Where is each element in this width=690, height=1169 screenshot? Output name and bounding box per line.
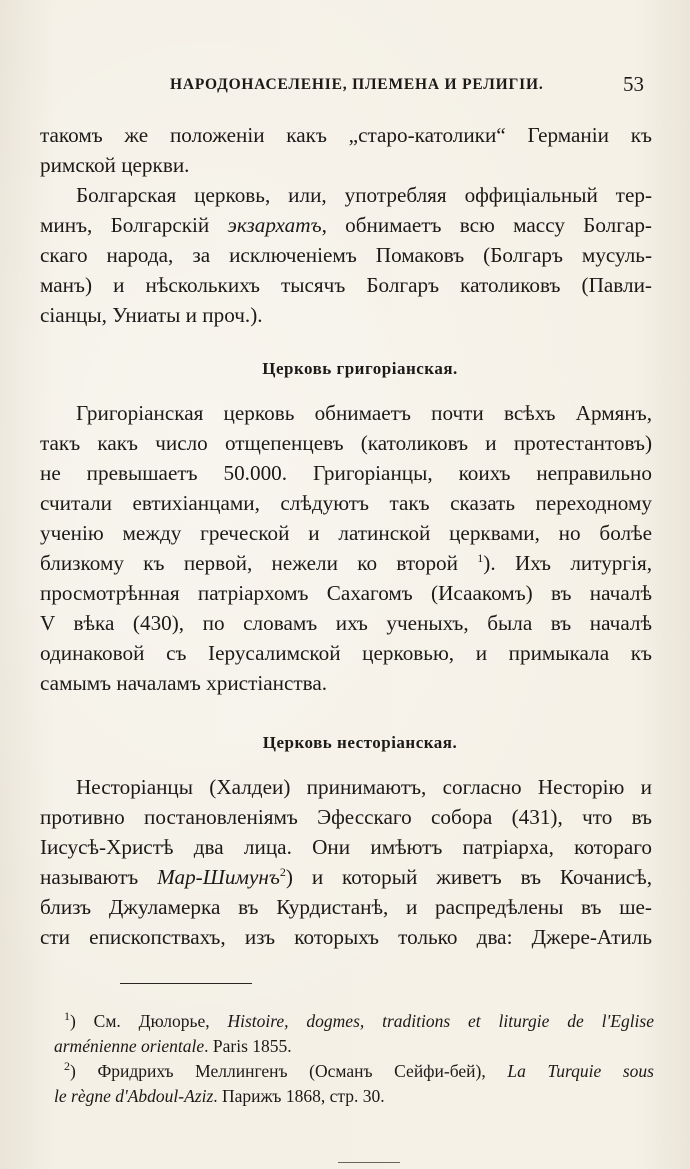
text-line: Григоріанская церковь обнимаетъ почти всѣхъ Армянъ, [76, 401, 652, 425]
text-line: просмотрѣнная патріархомъ Сахагомъ (Исаакомъ) въ началѣ [40, 581, 652, 605]
text-line: такъ какъ число отщепенцевъ (католиковъ и протестантовъ) [40, 431, 652, 455]
paragraph-nestorian-church [40, 772, 652, 952]
footnotes [54, 1009, 654, 1109]
text-line: скаго народа, за исключеніемъ Помаковъ (Болгаръ мусуль- [40, 243, 652, 267]
footnote-2: $^2$) Фридрихъ Меллингенъ (Османъ Сейфи-бей), La Turquie sous [64, 1059, 654, 1081]
paragraph-gregorian-church [40, 398, 652, 698]
section-heading-nestorian: Церковь несторіанская. [262, 733, 458, 752]
text-line: близъ Джуламерка въ Курдистанѣ, и распредѣлены въ ше- [40, 895, 652, 919]
text-line: сіанцы, Униаты и проч.). [40, 303, 263, 327]
footnote-ref-2: 2 [279, 864, 286, 879]
text-line: манъ) и нѣсколькихъ тысячъ Болгаръ католиковъ (Павли- [40, 273, 652, 297]
footnote-2-cont: le règne d'Abdoul-Aziz. Парижъ 1868, стр. 30. [54, 1086, 385, 1106]
text-line: ученію между греческой и латинской церквами, но болѣе [40, 521, 652, 545]
text-line: называютъ Мар-Шимунъ$^2$) и который живетъ въ Кочанисѣ, [40, 864, 652, 889]
bottom-edge-mark [338, 1162, 400, 1163]
text-line: Іисусѣ-Христѣ два лица. Они имѣютъ патріарха, котораго [40, 835, 652, 859]
running-title: НАРОДОНАСЕЛЕНІЕ, ПЛЕМЕНА И РЕЛИГІИ. [170, 76, 544, 93]
text-line: сти епископствахъ, изъ которыхъ только два: Джере-Атиль [40, 925, 652, 949]
text-line: такомъ же положеніи какъ „старо-католики“ Германіи къ [40, 123, 652, 147]
page-number: 53 [623, 72, 644, 96]
page-header [30, 72, 662, 100]
italic-term-exarchate: экзархатъ [227, 213, 322, 237]
footnote-separator [120, 983, 252, 984]
text-line: противно постановленіямъ Эфесскаго собора (431), что въ [40, 805, 652, 829]
italic-term-mar-shimun: Мар-Шимунъ [157, 865, 280, 889]
paragraph-bulgarian-church [40, 180, 652, 330]
section-heading-gregorian: Церковь григоріанская. [262, 359, 458, 378]
text-line: Несторіанцы (Халдеи) принимаютъ, согласно Несторію и [76, 775, 652, 799]
text-line: Болгарская церковь, или, употребляя оффиціальный тер- [76, 183, 652, 207]
footnote-1-cont: arménienne orientale. Paris 1855. [54, 1036, 292, 1056]
text-line: одинаковой съ Іерусалимской церковью, и примыкала къ [40, 641, 652, 665]
text-line: минъ, Болгарскій экзархатъ, обнимаетъ всю массу Болгар- [40, 213, 652, 237]
footnote-1: $^1$) См. Дюлорье, Histoire, dogmes, traditions et liturgie de l'Eglise [64, 1009, 654, 1031]
text-line: близкому къ первой, нежели ко второй $^1$). Ихъ литургія, [40, 550, 653, 575]
text-line: самымъ началамъ христіанства. [40, 671, 328, 695]
footnote-ref-1: 1 [477, 550, 484, 565]
text-line: не превышаетъ 50.000. Григоріанцы, коихъ неправильно [40, 461, 652, 485]
paragraph-continuation [40, 120, 652, 180]
text-line: V вѣка (430), по словамъ ихъ ученыхъ, была въ началѣ [40, 611, 652, 635]
text-line: считали евтихіанцами, слѣдуютъ такъ сказать переходному [40, 491, 652, 515]
text-line: римской церкви. [40, 153, 190, 177]
